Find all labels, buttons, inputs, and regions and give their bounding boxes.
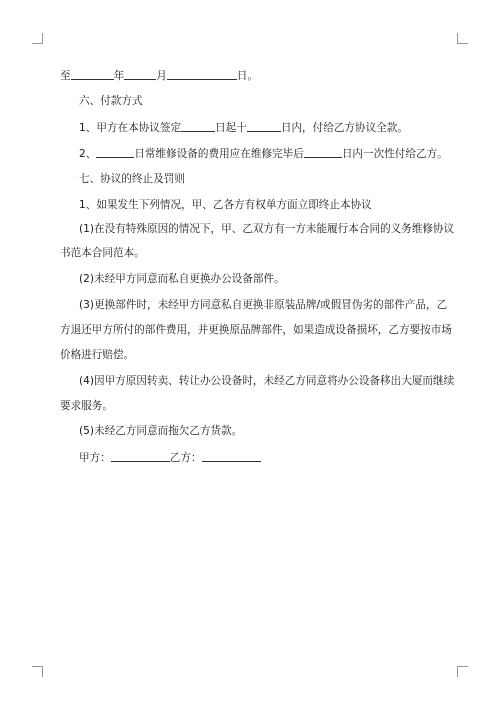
crop-mark-bottom-left <box>32 666 43 677</box>
party-b-signature-blank <box>202 450 261 462</box>
clause-4-line-2: 要求服务。 <box>60 400 113 412</box>
blank-underline <box>124 68 156 80</box>
blank-underline <box>167 68 237 80</box>
crop-mark-top-left <box>32 33 43 44</box>
clause-4-line-1: (4)因甲方原因转卖、转让办公设备时，未经乙方同意将办公设备移出大厦而继续 <box>79 375 455 387</box>
clause-3-line-2: 方退还甲方所付的部件费用，并更换原品牌部件，如果造成设备损坏，乙方要按市场 <box>60 324 452 336</box>
blank-underline <box>304 146 342 158</box>
crop-mark-top-right <box>457 33 468 44</box>
item-6-1 <box>79 120 452 135</box>
clause-3-line-3: 价格进行赔偿。 <box>60 349 135 361</box>
item-6-2-text-2: 日常维修设备的费用应在维修完毕后 <box>134 148 304 160</box>
item-6-1-text-1: 1、甲方在本协议签定 <box>79 122 182 134</box>
date-line-text-3: 月 <box>156 70 167 82</box>
blank-underline <box>71 68 114 80</box>
clause-1-line-2: 书范本合同范本。 <box>60 247 145 259</box>
clause-1-line-1: (1)在没有特殊原因的情况下，甲、乙双方有一方未能履行本合同的义务维修协议 <box>79 223 455 235</box>
date-line-text-2: 年 <box>113 70 125 82</box>
item-6-1-text-2: 日起十 <box>215 122 247 134</box>
item-6-2 <box>79 146 452 161</box>
clause-3-line-1: (3)更换部件时，未经甲方同意私自更换非原装品牌/或假冒伪劣的部件产品，乙 <box>79 299 448 311</box>
item-7-1: 1、如果发生下列情况，甲、乙各方有权单方面立即终止本协议 <box>79 199 372 211</box>
item-6-2-text-3: 日内一次性付给乙方。 <box>341 148 448 160</box>
blank-underline <box>96 146 134 158</box>
party-a-signature-blank <box>111 450 170 462</box>
clause-2: (2)未经甲方同意而私自更换办公设备部件。 <box>79 273 285 285</box>
blank-underline <box>247 120 281 132</box>
section-7-title: 七、协议的终止及罚则 <box>79 173 185 185</box>
crop-mark-bottom-right <box>457 666 468 677</box>
section-6-title: 六、付款方式 <box>79 95 143 107</box>
party-a-label: 甲方： <box>79 452 111 464</box>
item-6-2-text-1: 2、 <box>79 148 97 160</box>
blank-underline <box>181 120 215 132</box>
date-line-text-4: 日。 <box>236 70 258 82</box>
item-6-1-text-3: 日内，付给乙方协议全款。 <box>280 122 408 134</box>
clause-5: (5)未经乙方同意而拖欠乙方货款。 <box>79 425 243 437</box>
date-line <box>60 68 452 83</box>
date-line-text-1: 至 <box>60 70 71 82</box>
party-b-label: 乙方： <box>169 452 202 464</box>
signature-line <box>79 450 452 465</box>
